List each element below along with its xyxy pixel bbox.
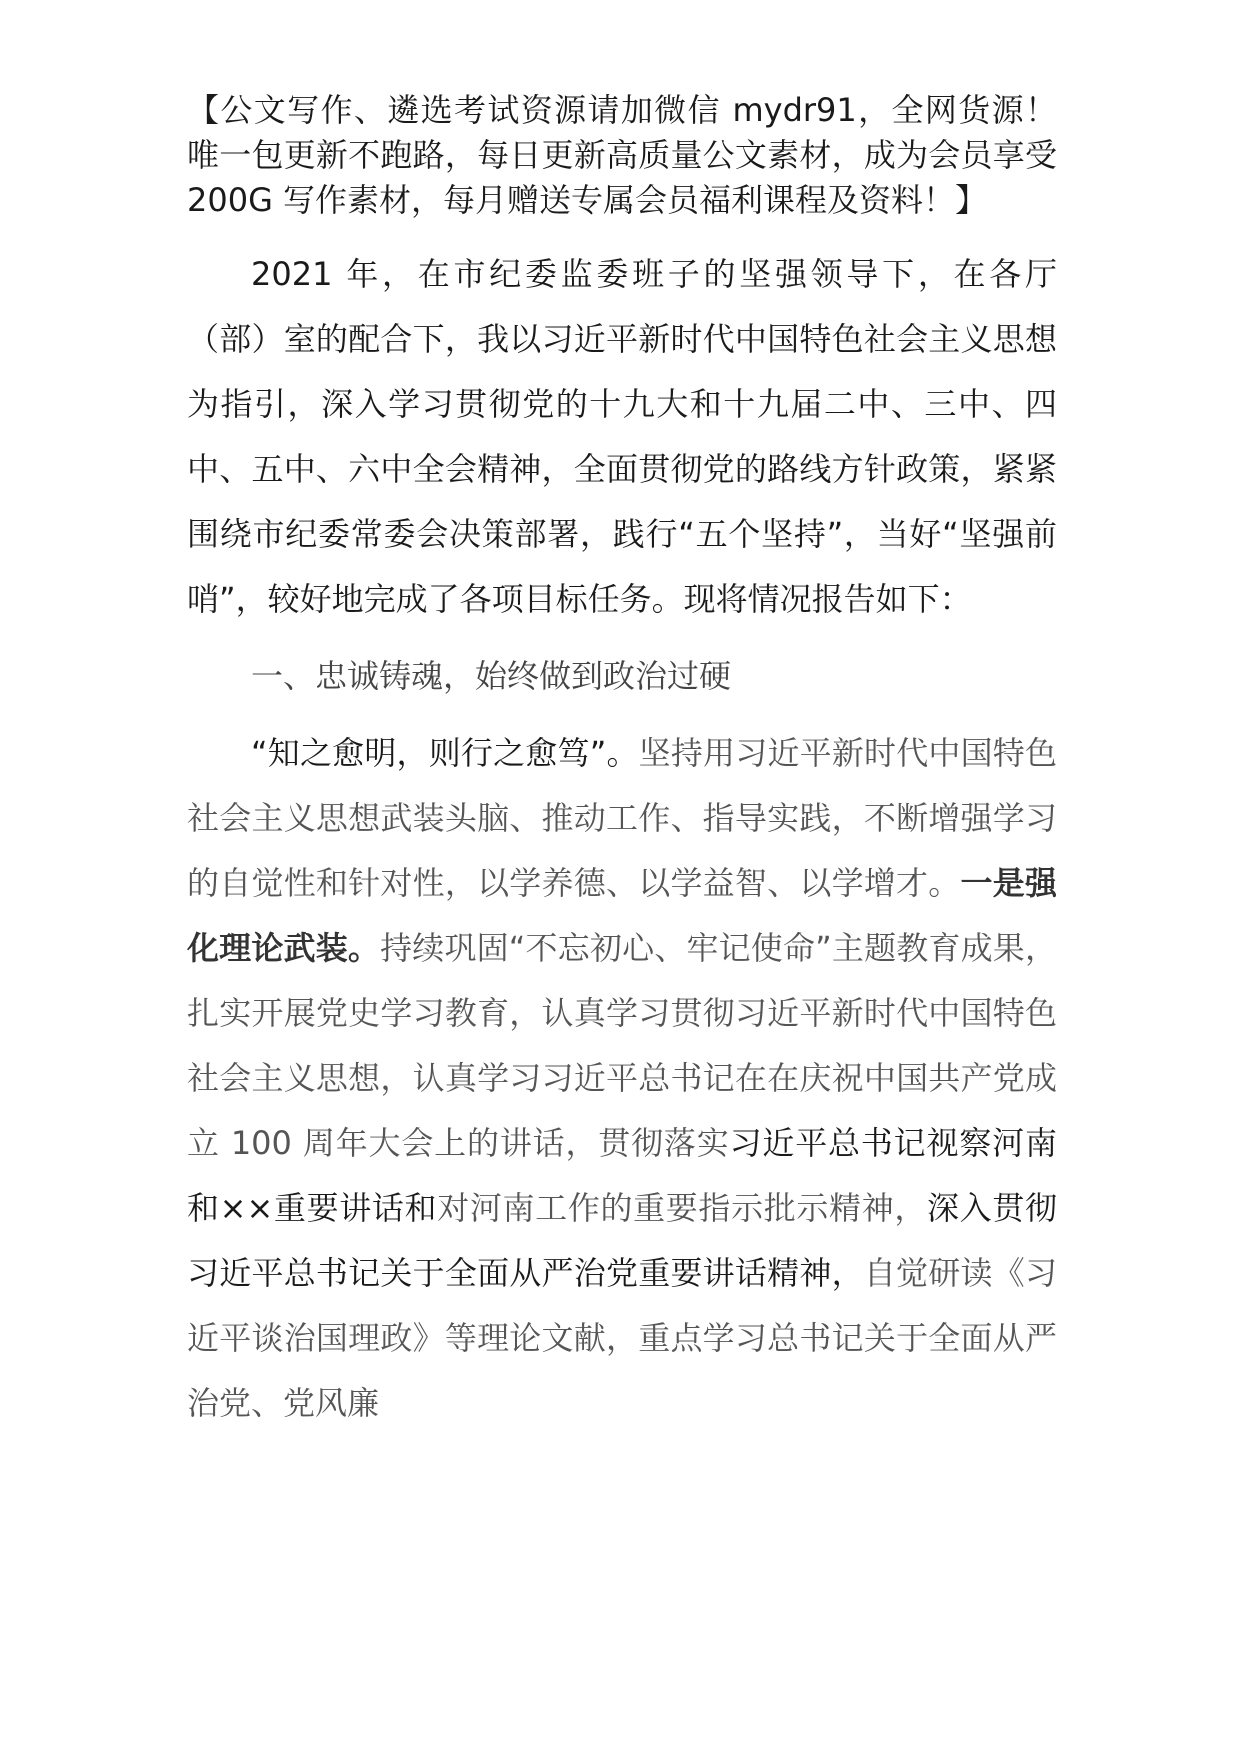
body-text: 自觉研读《习近平谈治国理政》等理论文献，重点学习总书记关于全面从严治党、党风廉 xyxy=(187,1254,1057,1422)
body-text: 深入贯彻习近平总书记关于全面从严治党重要讲话精神， xyxy=(187,1189,1057,1292)
body-text: 习近平总书记视察河南和××重要讲话和 xyxy=(187,1124,1057,1227)
body-text: 持续巩固“不忘初心、牢记使命”主题教育成果，扎实开展党史学习教育，认真学习贯彻习近平新时代中国特色社会主义思想，认真学习习近平总书记在在庆祝中国共产党成立 100 周年大会上的讲话， xyxy=(187,929,1057,1162)
body-text: 贯彻落实 xyxy=(598,1124,730,1162)
promo-banner: 【公文写作、遴选考试资源请加微信 mydr91，全网货源！唯一包更新不跑路，每日更新高质量公文素材，成为会员享受 200G 写作素材，每月赠送专属会员福利课程及资料！】 xyxy=(187,91,1057,219)
section-heading: 一、忠诚铸魂，始终做到政治过硬 xyxy=(251,657,732,695)
intro-paragraph: 2021 年，在市纪委监委班子的坚强领导下，在各厅（部）室的配合下，我以习近平新时代中国特色社会主义思想为指引，深入学习贯彻党的十九大和十九届二中、三中、四中、五中、六中全会精神，全面贯彻党的路线方针政策，紧紧围绕市纪委常委会决策部署，践行“五个坚持”，当好“坚强前哨”，较好地完成了各项目标任务。现将情况报告如下： xyxy=(187,255,1057,618)
quote-text: “知之愈明，则行之愈笃”。 xyxy=(251,734,639,772)
document-page xyxy=(187,88,1057,1436)
body-text: 对河南工作的重要指示批示精神， xyxy=(437,1189,928,1227)
body-text: 坚持用习近平新时代中国特色社会主义思想武装头脑、推动工作、指导实践，不断增强学习的自觉性和针对性，以学养德、以学益智、以学增才。 xyxy=(187,734,1057,902)
point-label: 一是强化理论武装。 xyxy=(187,864,1057,967)
section-paragraph xyxy=(187,721,1057,1436)
